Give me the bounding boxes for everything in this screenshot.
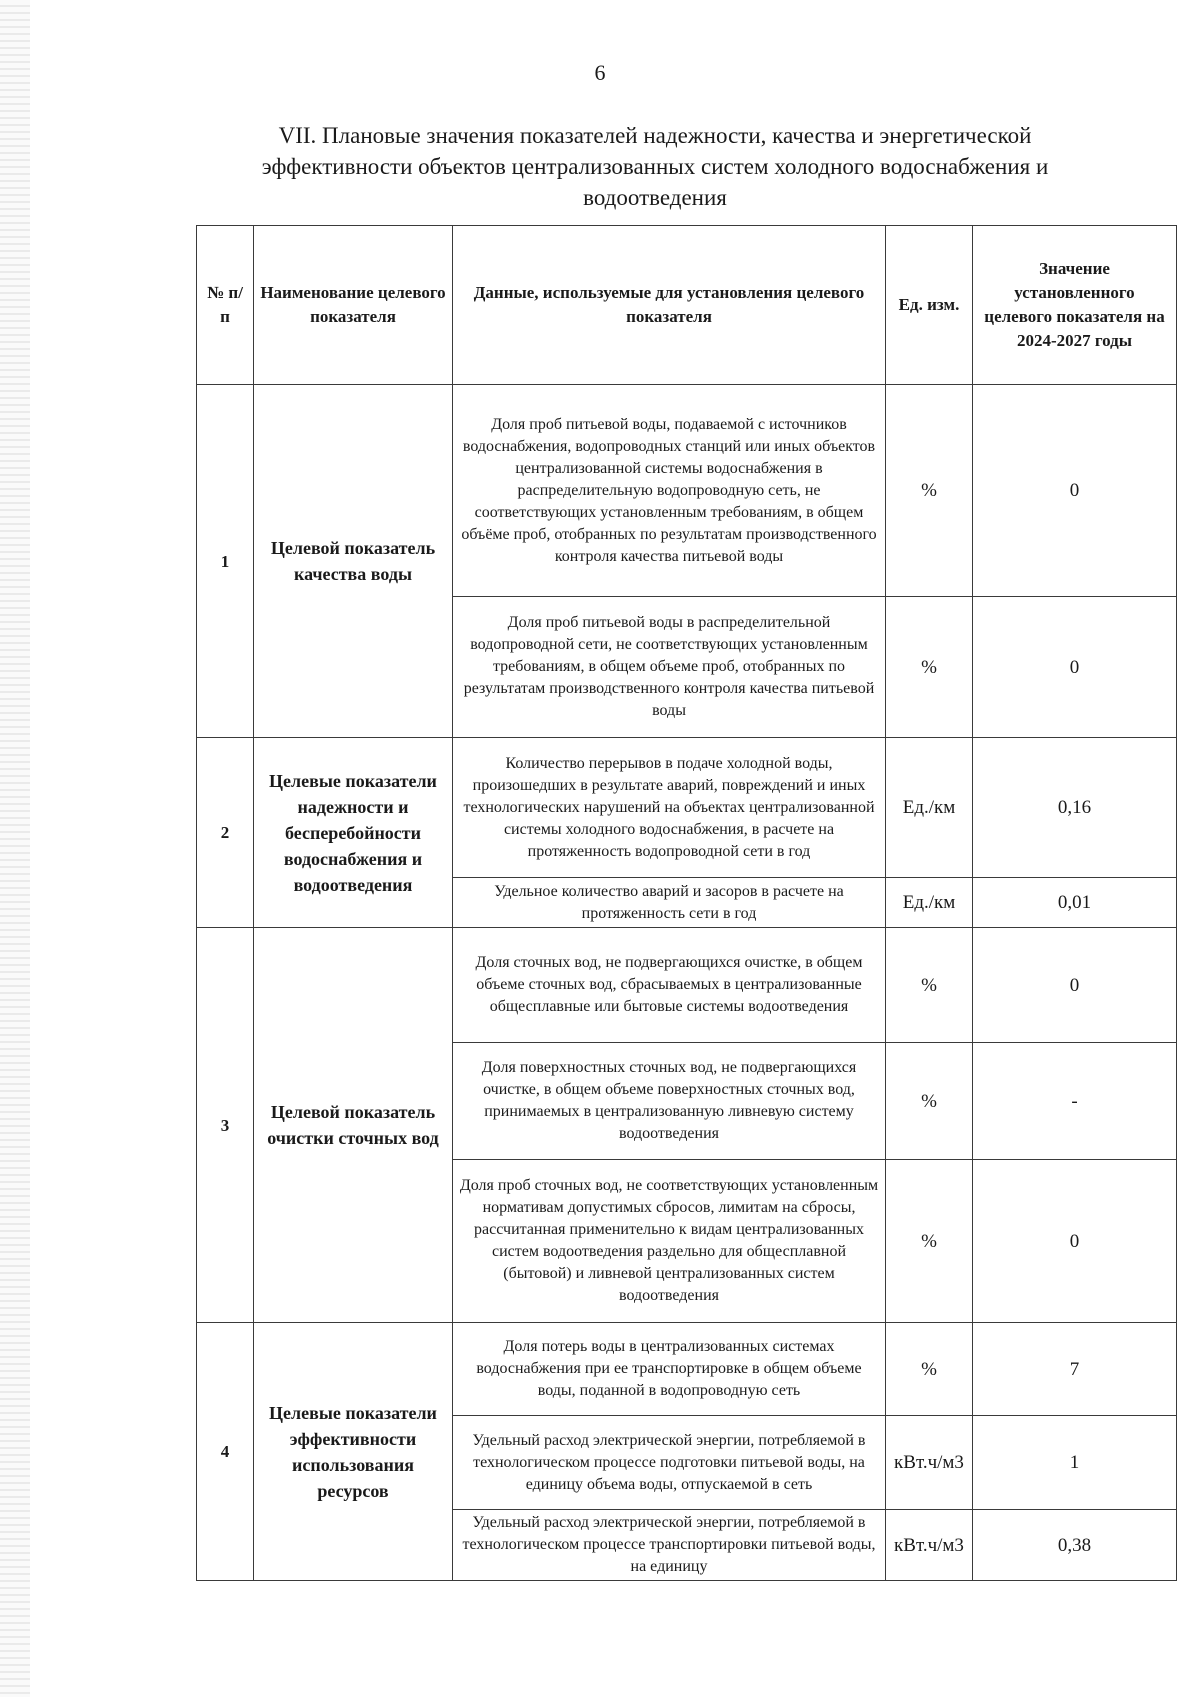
value-cell: 0: [973, 385, 1177, 597]
table-row: [197, 738, 1177, 878]
title-line: VII. Плановые значения показателей надежности, качества и энергетической: [278, 123, 1032, 148]
value-cell: 0: [973, 928, 1177, 1043]
table-row: [197, 1323, 1177, 1416]
title-line: водоотведения: [583, 185, 727, 210]
unit-cell: %: [886, 1160, 973, 1323]
unit-cell: %: [886, 597, 973, 738]
group-number: 2: [197, 738, 254, 928]
header-data: Данные, используемые для установления целевого показателя: [453, 226, 886, 385]
unit-cell: кВт.ч/м3: [886, 1510, 973, 1581]
value-cell: 7: [973, 1323, 1177, 1416]
value-cell: 0,38: [973, 1510, 1177, 1581]
indicator-description: Доля проб питьевой воды, подаваемой с источников водоснабжения, водопроводных станций или иных объектов централизованной системы водоснабжения в распределительную водопроводную сеть, не соответствующих установленным требованиям, в общем объёме проб, отобранных по результатам производственного контроля качества питьевой воды: [453, 385, 886, 597]
scan-edge: [0, 0, 30, 1697]
header-value: Значение установленного целевого показателя на 2024-2027 годы: [973, 226, 1177, 385]
unit-cell: %: [886, 385, 973, 597]
value-cell: 1: [973, 1416, 1177, 1510]
value-cell: 0: [973, 597, 1177, 738]
unit-cell: Ед./км: [886, 738, 973, 878]
section-title: [160, 120, 1150, 213]
indicator-description: Доля проб питьевой воды в распределительной водопроводной сети, не соответствующих установленным требованиям, в общем объеме проб, отобранных по результатам производственного контроля качества питьевой воды: [453, 597, 886, 738]
indicator-description: Доля потерь воды в централизованных системах водоснабжения при ее транспортировке в общем объеме воды, поданной в водопроводную сеть: [453, 1323, 886, 1416]
value-cell: 0,16: [973, 738, 1177, 878]
indicator-description: Доля поверхностных сточных вод, не подвергающихся очистке, в общем объеме поверхностных сточных вод, принимаемых в централизованную ливневую систему водоотведения: [453, 1043, 886, 1160]
unit-cell: Ед./км: [886, 878, 973, 928]
table-row: [197, 928, 1177, 1043]
indicator-name: Целевой показатель очистки сточных вод: [254, 928, 453, 1323]
indicator-name: Целевые показатели эффективности использования ресурсов: [254, 1323, 453, 1581]
indicator-name: Целевые показатели надежности и бесперебойности водоснабжения и водоотведения: [254, 738, 453, 928]
indicator-name: Целевой показатель качества воды: [254, 385, 453, 738]
value-cell: -: [973, 1043, 1177, 1160]
title-line: эффективности объектов централизованных систем холодного водоснабжения и: [261, 154, 1049, 179]
indicator-description: Доля сточных вод, не подвергающихся очистке, в общем объеме сточных вод, сбрасываемых в централизованные общесплавные или бытовые системы водоотведения: [453, 928, 886, 1043]
unit-cell: кВт.ч/м3: [886, 1416, 973, 1510]
group-number: 4: [197, 1323, 254, 1581]
value-cell: 0: [973, 1160, 1177, 1323]
unit-cell: %: [886, 928, 973, 1043]
indicator-description: Удельное количество аварий и засоров в расчете на протяженность сети в год: [453, 878, 886, 928]
table-row: [197, 385, 1177, 597]
group-number: 1: [197, 385, 254, 738]
header-unit: Ед. изм.: [886, 226, 973, 385]
unit-cell: %: [886, 1323, 973, 1416]
header-row: [197, 226, 1177, 385]
header-num: № п/п: [197, 226, 254, 385]
indicator-description: Количество перерывов в подаче холодной воды, произошедших в результате аварий, повреждений и иных технологических нарушений на объектах централизованной системы холодного водоснабжения, в расчете на протяженность водопроводной сети в год: [453, 738, 886, 878]
header-name: Наименование целевого показателя: [254, 226, 453, 385]
unit-cell: %: [886, 1043, 973, 1160]
indicators-table: [196, 225, 1177, 1581]
value-cell: 0,01: [973, 878, 1177, 928]
group-number: 3: [197, 928, 254, 1323]
page-number: 6: [594, 60, 606, 85]
indicator-description: Удельный расход электрической энергии, потребляемой в технологическом процессе транспортировки питьевой воды, на единицу: [453, 1510, 886, 1581]
indicator-description: Доля проб сточных вод, не соответствующих установленным нормативам допустимых сбросов, лимитам на сбросы, рассчитанная применительно к видам централизованных систем водоотведения раздельно для общесплавной (бытовой) и ливневой централизованных систем водоотведения: [453, 1160, 886, 1323]
indicator-description: Удельный расход электрической энергии, потребляемой в технологическом процессе подготовки питьевой воды, на единицу объема воды, отпускаемой в сеть: [453, 1416, 886, 1510]
